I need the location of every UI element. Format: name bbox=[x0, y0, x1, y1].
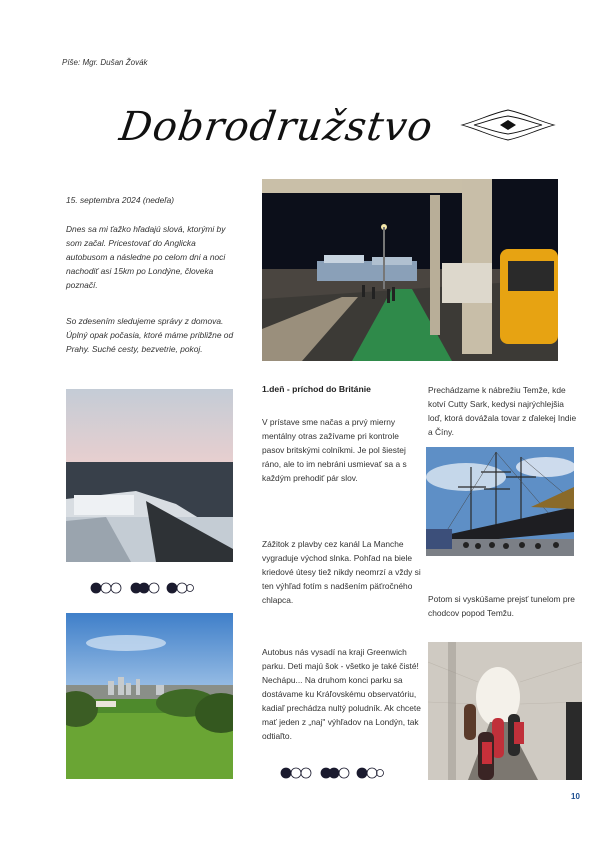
body-paragraph-3: Autobus nás vysadí na kraji Greenwich parku. Deti majú šok - všetko je také čisté! Nechápu... Na druhom konci parku sa dostávame ku Kráľovskému observatóriu, kadiaľ prechádza nultý poludník. Ak chcete mať jeden z „naj" výhľadov na Londýn, tak odtiaľto. bbox=[262, 647, 421, 741]
photo-ferry-sea bbox=[66, 389, 233, 562]
photo-cutty-sark bbox=[426, 447, 574, 556]
body-paragraph-2: Zážitok z plavby cez kanál La Manche vygraduje východ slnka. Pohľad na biele kriedové útesy tiež nikdy neomrzí a vždy si ten výhľad fotím s nadšením päťročného chlapca. bbox=[262, 539, 421, 605]
dots-ornament-icon bbox=[280, 766, 384, 780]
right-paragraph-2: Potom si vyskúšame prejsť tunelom pre chodcov popod Temžu. bbox=[428, 594, 575, 618]
ornament-icon bbox=[460, 108, 556, 142]
photo-foot-tunnel bbox=[428, 642, 582, 780]
photo-night-port bbox=[262, 179, 558, 361]
body-paragraph-1: V prístave sme načas a prvý mierny mentálny otras zažívame pri kontrole pasov britskými colníkmi. Je pol šiestej ráno, ale to im nebráni usmievať sa a s každým prehodiť pár slov. bbox=[262, 417, 407, 483]
page-number: 10 bbox=[571, 792, 580, 801]
intro-paragraph-1: Dnes sa mi ťažko hľadajú slová, ktorými by som začal. Pricestovať do Anglicka autobusom a následne po celom dni a noci nachodiť asi 15km po Londýne, človeka poznačí. bbox=[66, 224, 226, 290]
dots-ornament-icon bbox=[90, 581, 194, 595]
section-heading: 1.deň - príchod do Británie bbox=[262, 384, 371, 394]
intro-paragraph-2: So zdesením sledujeme správy z domova. Úplný opak počasia, ktoré máme približne od Prahy. Suché cesty, bezvetrie, pokoj. bbox=[66, 316, 234, 354]
right-paragraph-1: Prechádzame k nábrežiu Temže, kde kotví Cutty Sark, kedysi najrýchlejšia loď, ktorá dovážala tovar z ďalekej Indie a Číny. bbox=[428, 385, 577, 437]
article-title: Dobrodružstvo bbox=[116, 104, 437, 150]
author-byline: Píše: Mgr. Dušan Žovák bbox=[62, 58, 148, 67]
article-date: 15. septembra 2024 (nedeľa) bbox=[66, 195, 175, 205]
photo-greenwich-park bbox=[66, 613, 233, 779]
